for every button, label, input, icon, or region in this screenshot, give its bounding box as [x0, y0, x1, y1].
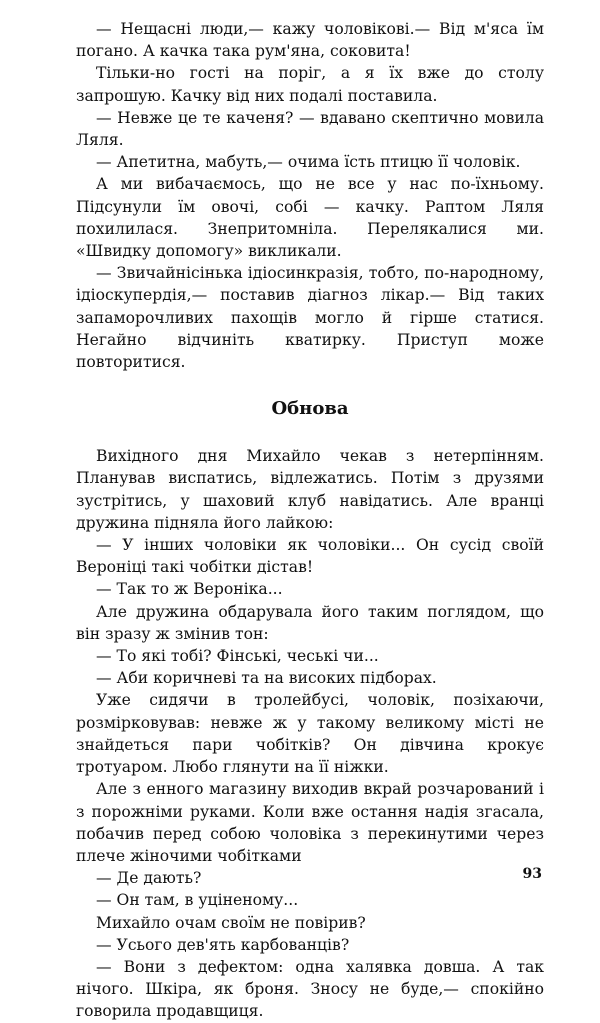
paragraph: — Усього дев'ять карбованців?	[96, 935, 350, 954]
paragraph: Михайло очам своїм не повірив?	[96, 913, 366, 932]
story-title: Обнова	[271, 398, 349, 420]
paragraph: Але дружина обдарувала його таким поглядом, що він зразу ж змінив тон:	[76, 602, 544, 643]
paragraph: — Невже це те каченя? — вдавано скептично мовила Ляля.	[76, 108, 544, 150]
paragraph: — Апетитна, мабуть,— очима їсть птицю її чоловік.	[96, 153, 521, 172]
paragraph: — Нещасні люди,— кажу чоловікові.— Від м'яса їм погано. А качка така рум'яна, соковита!	[76, 20, 544, 61]
paragraph: А ми вибачаємось, що не все у нас по-їхньому. Підсунули їм овочі, собі — качку. Раптом Ляля похилилася. Знепритомніла. Перелякалися ми. «Швидку допомогу» викликали.	[76, 175, 544, 261]
paragraph: — Де дають?	[96, 869, 202, 888]
paragraph: — То які тобі? Фінські, чеські чи...	[96, 647, 379, 666]
paragraph: — Аби коричневі та на високих підборах.	[96, 669, 437, 688]
page-text	[76, 18, 544, 1023]
paragraph: — Так то ж Вероніка...	[96, 580, 283, 599]
paragraph: — У інших чоловіки як чоловіки... Он сусід своїй Вероніці такі чобітки дістав!	[76, 536, 544, 577]
paragraph: — Звичайнісінька ідіосинкразія, тобто, по-народному, ідіоскупердія,— поставив діагноз лікар.— Від таких запаморочливих пахощів могло й гірше статися. Негайно відчиніть кватирку. Приступ може повторитися.	[76, 264, 544, 372]
paragraph: Вихідного дня Михайло чекав з нетерпінням. Планував виспатись, відлежатись. Потім з друзями зустрітись, у шаховий клуб навідатись. Але вранці дружина підняла його лайкою:	[76, 447, 544, 532]
paragraph: Уже сидячи в тролейбусі, чоловік, позіхаючи, розмірковував: невже ж у такому великому місті не знайдеться пари чобітків? Он дівчина крокує тротуаром. Любо глянути на її ніжки.	[76, 691, 544, 777]
paragraph: — Вони з дефектом: одна халявка довша. А так нічого. Шкіра, як броня. Зносу не буде,— спокійно говорила продавщиця.	[76, 957, 544, 1021]
page-number: 93	[522, 866, 542, 882]
paragraph: Але з енного магазину виходив вкрай розчарований і з порожніми руками. Коли вже остання надія згасала, побачив перед собою чоловіка з перекинутими через плече жіночими чобітками	[76, 780, 544, 865]
paragraph: Тільки-но гості на поріг, а я їх вже до столу запрошую. Качку від них подалі поставила.	[76, 64, 544, 105]
paragraph: — Он там, в уціненому...	[96, 891, 299, 910]
